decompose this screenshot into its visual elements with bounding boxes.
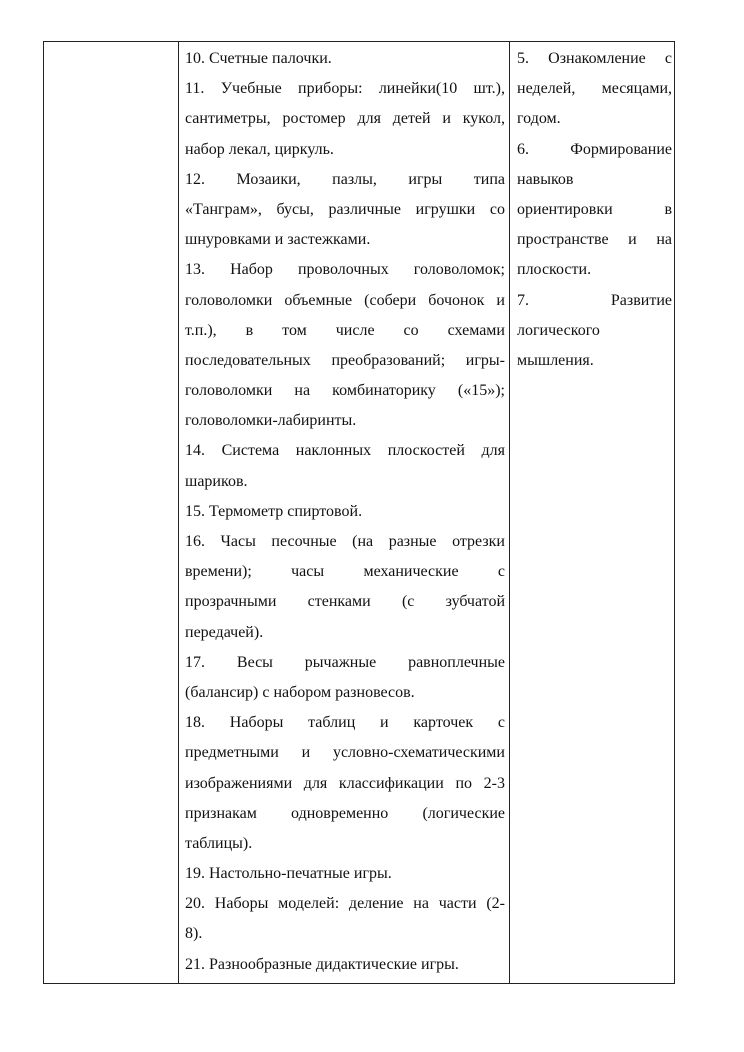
text-line: ориентировки в xyxy=(517,200,672,218)
content-table xyxy=(43,41,675,984)
text-line: изображениями для классификации по 2-3 xyxy=(185,774,505,792)
text-line: 17. Весы рычажные равноплечные xyxy=(185,653,505,671)
list-item xyxy=(185,44,505,74)
equipment-list-column xyxy=(185,44,505,980)
text-line: 10. Счетные палочки. xyxy=(185,50,332,67)
text-line: признакам одновременно (логические xyxy=(185,804,505,822)
text-line: т.п.), в том числе со схемами xyxy=(185,321,505,339)
text-line: последовательных преобразований; игры- xyxy=(185,351,505,369)
list-item xyxy=(185,436,505,496)
text-line: 11. Учебные приборы: линейки(10 шт.), xyxy=(185,80,505,98)
list-item xyxy=(185,74,505,165)
list-item xyxy=(185,859,505,889)
text-line: плоскости. xyxy=(517,261,592,279)
list-item xyxy=(185,889,505,949)
text-line: 13. Набор проволочных головоломок; xyxy=(185,261,505,279)
column-divider-left xyxy=(178,42,179,983)
text-line: прозрачными стенками (с зубчатой xyxy=(185,593,505,611)
text-line: (балансир) с набором разновесов. xyxy=(185,683,415,701)
text-line: 7. Развитие xyxy=(517,291,672,309)
text-line: головоломки объемные (собери бочонок и xyxy=(185,291,505,309)
text-line: 18. Наборы таблиц и карточек с xyxy=(185,714,505,732)
text-line: «Танграм», бусы, различные игрушки со xyxy=(185,200,505,218)
list-item xyxy=(185,527,505,648)
text-line: 6. Формирование xyxy=(517,140,672,158)
text-line: 8). xyxy=(185,925,203,943)
text-line: 5. Ознакомление с xyxy=(517,50,672,67)
list-item xyxy=(185,950,505,980)
text-line: передачей). xyxy=(185,623,264,641)
list-item xyxy=(517,286,672,377)
objectives-column xyxy=(517,44,672,376)
list-item xyxy=(185,165,505,256)
text-line: предметными и условно-схематическими xyxy=(185,744,505,762)
text-line: навыков xyxy=(517,170,574,188)
text-line: 15. Термометр спиртовой. xyxy=(185,502,363,520)
list-item xyxy=(517,135,672,286)
text-line: шнуровками и застежками. xyxy=(185,231,371,249)
text-line: мышления. xyxy=(517,351,594,369)
text-line: 21. Разнообразные дидактические игры. xyxy=(185,955,459,973)
text-line: набор лекал, циркуль. xyxy=(185,140,334,158)
text-line: годом. xyxy=(517,110,561,128)
text-line: сантиметры, ростомер для детей и кукол, xyxy=(185,110,505,128)
list-item xyxy=(185,497,505,527)
text-line: головоломки-лабиринты. xyxy=(185,412,357,430)
text-line: таблицы). xyxy=(185,834,253,852)
text-line: шариков. xyxy=(185,472,248,490)
text-line: 14. Система наклонных плоскостей для xyxy=(185,442,505,460)
list-item xyxy=(185,255,505,436)
text-line: неделей, месяцами, xyxy=(517,80,672,98)
list-item xyxy=(185,708,505,859)
text-line: времени); часы механические с xyxy=(185,563,505,581)
text-line: пространстве и на xyxy=(517,231,672,249)
text-line: головоломки на комбинаторику («15»); xyxy=(185,382,505,400)
text-line: 19. Настольно-печатные игры. xyxy=(185,865,392,883)
column-divider-right xyxy=(509,42,510,983)
text-line: 16. Часы песочные (на разные отрезки xyxy=(185,533,505,550)
text-line: 20. Наборы моделей: деление на части (2- xyxy=(185,895,505,913)
list-item xyxy=(185,648,505,708)
text-line: 12. Мозаики, пазлы, игры типа xyxy=(185,170,505,188)
text-line: логического xyxy=(517,321,600,339)
list-item xyxy=(517,44,672,135)
